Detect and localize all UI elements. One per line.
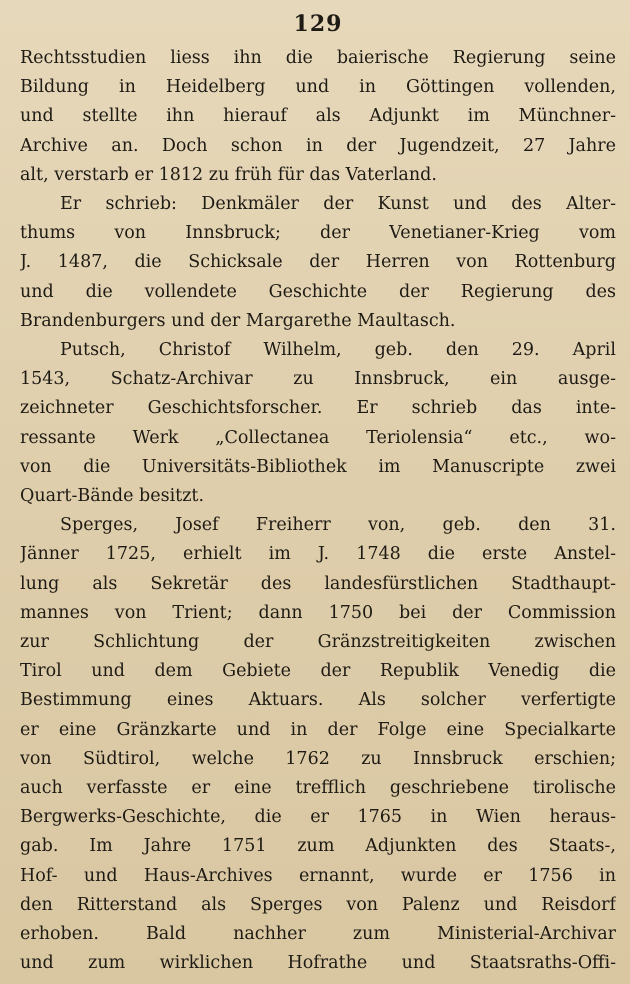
- text-line: und die vollendete Geschichte der Regierung des: [20, 281, 616, 302]
- text-line: Quart-Bände besitzt.: [20, 486, 205, 507]
- text-line: zeichneter Geschichtsforscher. Er schrieb das inte-: [20, 398, 616, 419]
- text-line: und zum wirklichen Hofrathe und Staatsraths-Offi-: [20, 953, 616, 974]
- text-line: erhoben. Bald nachher zum Ministerial-Archivar: [20, 924, 616, 945]
- text-line: Sperges, Josef Freiherr von, geb. den 31.: [60, 515, 616, 536]
- page-number: 129: [293, 11, 343, 37]
- text-line: mannes von Trient; dann 1750 bei der Commission: [20, 602, 616, 623]
- text-line: J. 1487, die Schicksale der Herren von Rottenburg: [20, 252, 616, 273]
- text-line: von Südtirol, welche 1762 zu Innsbruck erschien;: [20, 748, 616, 769]
- text-line: und stellte ihn hierauf als Adjunkt im Münchner-: [20, 106, 616, 127]
- text-line: Er schrieb: Denkmäler der Kunst und des Alter-: [60, 194, 616, 215]
- text-line: Bildung in Heidelberg und in Göttingen vollenden,: [20, 77, 616, 98]
- text-line: thums von Innsbruck; der Venetianer-Krieg vom: [20, 223, 616, 244]
- text-line: Rechtsstudien liess ihn die baierische Regierung seine: [20, 48, 616, 68]
- text-line: Brandenburgers und der Margarethe Maultasch.: [20, 310, 456, 331]
- text-line: gab. Im Jahre 1751 zum Adjunkten des Staats-,: [20, 836, 616, 857]
- text-line: lung als Sekretär des landesfürstlichen Stadthaupt-: [20, 573, 616, 594]
- text-line: Bergwerks-Geschichte, die er 1765 in Wien heraus-: [20, 807, 616, 828]
- text-line: von die Universitäts-Bibliothek im Manuscripte zwei: [20, 456, 616, 477]
- text-line: ressante Werk „Collectanea Teriolensia“ etc., wo-: [20, 427, 616, 448]
- text-line: alt, verstarb er 1812 zu früh für das Vaterland.: [20, 164, 437, 185]
- text-line: 1543, Schatz-Archivar zu Innsbruck, ein ausge-: [20, 369, 616, 390]
- text-line: Tirol und dem Gebiete der Republik Venedig die: [20, 661, 616, 682]
- text-line: den Ritterstand als Sperges von Palenz und Reisdorf: [20, 894, 616, 915]
- text-line: zur Schlichtung der Gränzstreitigkeiten zwischen: [20, 632, 616, 653]
- text-line: Putsch, Christof Wilhelm, geb. den 29. April: [60, 340, 616, 361]
- text-line: Hof- und Haus-Archives ernannt, wurde er 1756 in: [20, 865, 616, 886]
- text-line: Archive an. Doch schon in der Jugendzeit, 27 Jahre: [20, 135, 616, 156]
- text-line: auch verfasste er eine trefflich geschriebene tirolische: [20, 778, 616, 799]
- text-line: Jänner 1725, erhielt im J. 1748 die erste Anstel-: [20, 544, 616, 565]
- text-line: Bestimmung eines Aktuars. Als solcher verfertigte: [20, 690, 616, 711]
- text-line: er eine Gränzkarte und in der Folge eine Specialkarte: [20, 719, 616, 740]
- body-text: [20, 44, 616, 979]
